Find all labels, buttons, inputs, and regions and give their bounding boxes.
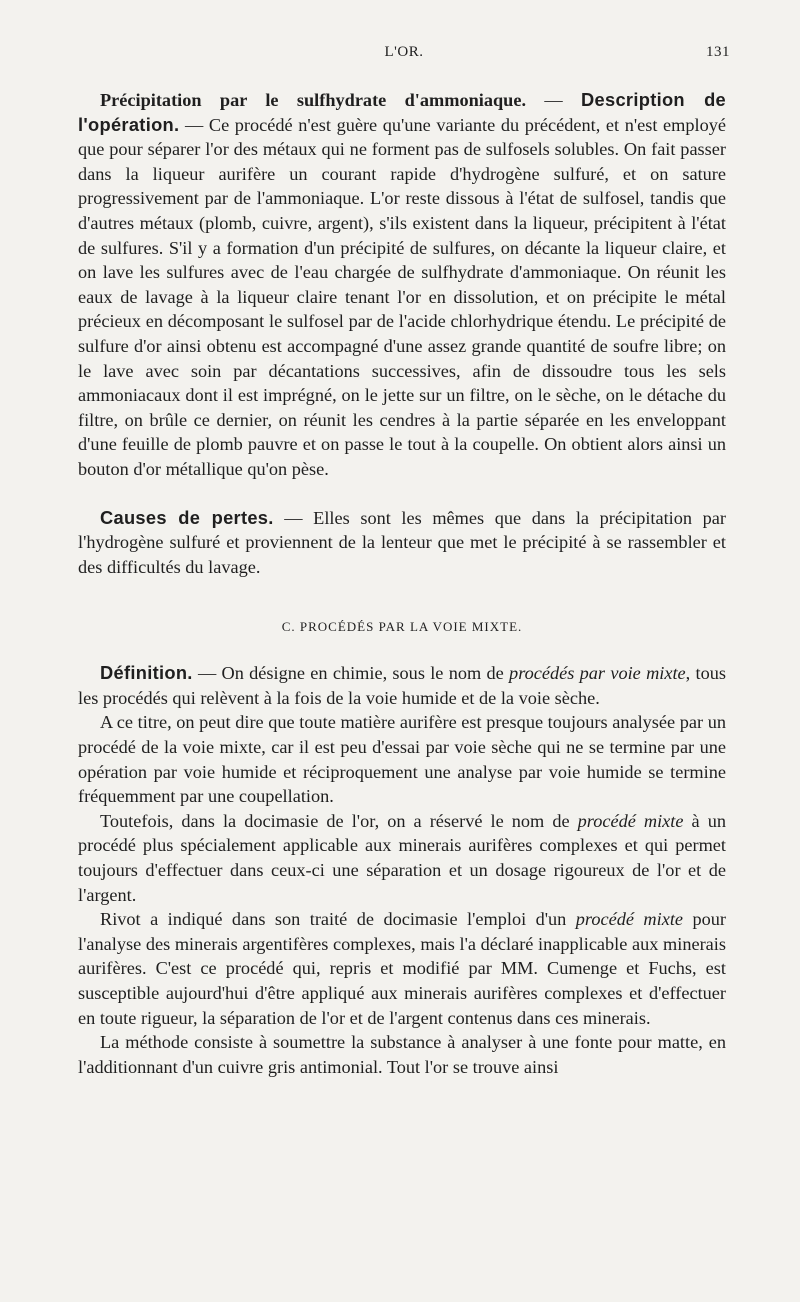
page-body [78, 88, 726, 1079]
paragraph-heading: Définition. [100, 662, 193, 684]
italic-term: procédé mixte [577, 810, 684, 831]
italic-term: procédés par voie mixte [509, 663, 686, 684]
paragraph-heading: Précipitation par le sulfhydrate d'ammoniaque. [100, 90, 527, 110]
paragraph-definition [78, 661, 726, 710]
paragraph-toutefois [78, 809, 726, 907]
paragraph-causes-de-pertes [78, 506, 726, 580]
paragraph-heading: Causes de pertes. [100, 506, 274, 528]
paragraph-text: Toutefois, dans la docimasie de l'or, on a réservé le nom de [100, 810, 578, 831]
paragraph-a-ce-titre: A ce titre, on peut dire que toute matière aurifère est presque toujours analysée par un procédé de la voie mixte, car il est peu d'essai par voie sèche qui ne se termine par une opération par voie humide et réciproquement une analyse par voie humide se termine fréquemment par une coupellation. [78, 712, 726, 807]
paragraph-text: , tous les procédés qui relèvent à la fois de la voie humide et de la voie sèche. [78, 663, 726, 708]
paragraph-precipitation [78, 88, 726, 482]
paragraph-rivot [78, 907, 726, 1030]
page-number: 131 [706, 44, 730, 60]
paragraph-methode: La méthode consiste à soumettre la substance à analyser à une fonte pour matte, en l'additionnant d'un cuivre gris antimonial. Tout l'or se trouve ainsi [78, 1032, 726, 1077]
running-head [78, 44, 730, 68]
running-title: L'OR. [384, 44, 424, 60]
paragraph-text: pour l'analyse des minerais argentifères complexes, mais l'a déclaré inapplicable aux minerais aurifères. C'est ce procédé qui, repris et modifié par MM. Cumenge et Fuchs, est susceptible aujourd'hui d'être appliqué aux minerais aurifères complexes et d'effectuer en toute rigueur, la séparation de l'or et de l'argent contenus dans ces minerais. [78, 909, 726, 1028]
paragraph-text: — On désigne en chimie, sous le nom de [192, 663, 510, 684]
section-title: C. PROCÉDÉS PAR LA VOIE MIXTE. [281, 619, 523, 635]
paragraph-text: Rivot a indiqué dans son traité de docimasie l'emploi d'un [100, 909, 576, 930]
paragraph-subheading: Description de l'opération. [78, 89, 726, 135]
heading-dash: — [526, 90, 582, 110]
italic-term: procédé mixte [575, 909, 684, 930]
paragraph-text: à un procédé plus spécialement applicable aux minerais aurifères complexes et qui permet toujours d'effectuer dans ceux-ci une séparation et un dosage rigoureux de l'or et de l'argent. [78, 810, 726, 905]
paragraph-text: — Ce procédé n'est guère qu'une variante du précédent, et n'est employé que pour séparer l'or des métaux qui ne forment pas de sulfosels solubles. On fait passer dans la liqueur aurifère un courant rapide d'hydrogène sulfuré, et on sature progressivement par de l'ammoniaque. L'or reste dissous à l'état de sulfosel, tandis que d'autres métaux (plomb, cuivre, argent), s'ils existent dans la liqueur, précipitent à l'état de sulfures. S'il y a formation d'un précipité de sulfures, on décante la liqueur claire, et on lave les sulfures avec de l'eau chargée de sulfhydrate d'ammoniaque. On réunit les eaux de lavage à la liqueur claire tenant l'or en dissolution, et on précipite le métal précieux en décomposant le sulfosel par de l'acide chlorhydrique étendu. Le précipité de sulfure d'or ainsi obtenu est accompagné d'une assez grande quantité de soufre libre; on le lave avec soin par décantations successives, afin de dissoudre tous les sels ammoniacaux dont il est imprégné, on le jette sur un filtre, on le sèche, on le détache du filtre, on brûle ce dernier, on réunit les cendres à la partie séparée en les enveloppant d'une feuille de plomb pauvre et on passe le tout à la coupelle. On obtient alors ainsi un bouton d'or métallique qu'on pèse. [78, 114, 726, 479]
paragraph-text: — Elles sont les mêmes que dans la précipitation par l'hydrogène sulfuré et proviennent de la lenteur que met le précipité à se rassembler et des difficultés du lavage. [78, 507, 726, 577]
